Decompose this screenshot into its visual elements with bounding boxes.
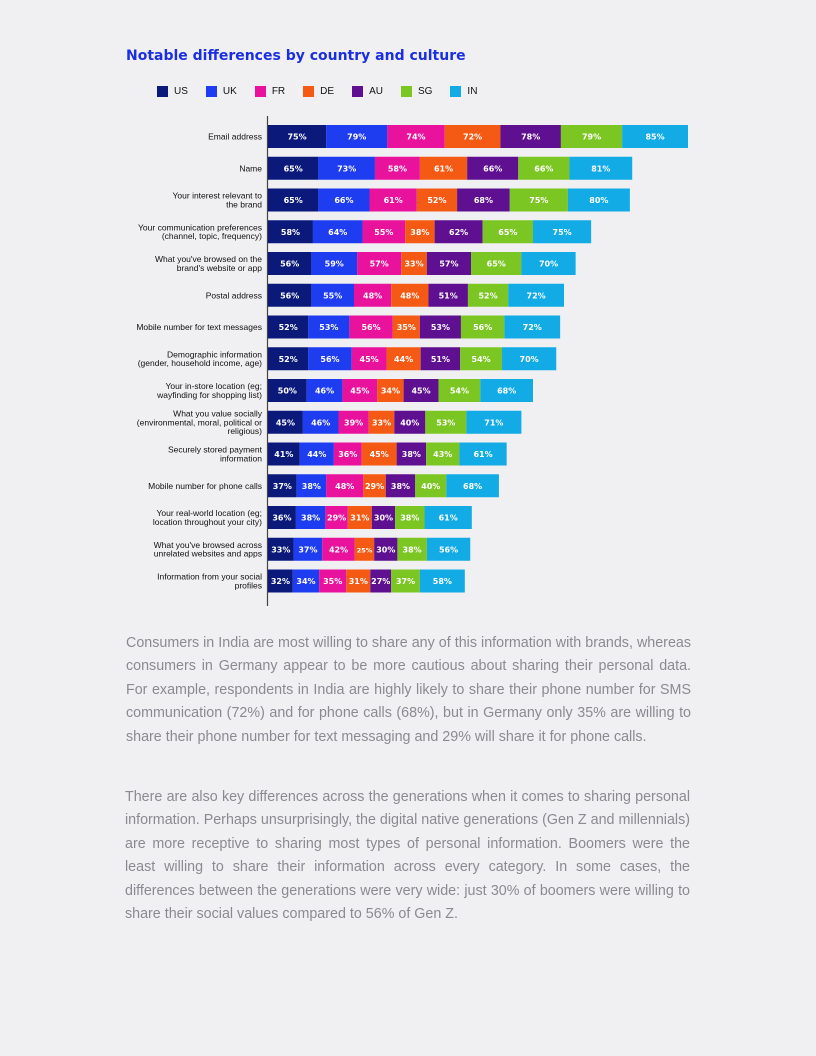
data-label: 53% bbox=[430, 323, 450, 332]
data-label: 38% bbox=[400, 513, 420, 523]
data-label: 55% bbox=[374, 227, 394, 237]
data-label: 57% bbox=[439, 259, 459, 269]
data-label: 42% bbox=[328, 545, 349, 555]
data-label: 36% bbox=[272, 513, 292, 523]
legend-label: FR bbox=[271, 86, 286, 97]
data-label: 62% bbox=[449, 227, 469, 237]
data-label: 53% bbox=[319, 323, 339, 332]
data-label: 48% bbox=[400, 291, 420, 301]
data-label: 52% bbox=[427, 196, 447, 205]
data-label: 43% bbox=[433, 450, 453, 459]
data-label: 85% bbox=[645, 132, 665, 142]
category-label: Mobile number for phone calls bbox=[148, 480, 262, 491]
data-label: 41% bbox=[274, 450, 294, 459]
data-label: 61% bbox=[383, 196, 403, 205]
data-label: 51% bbox=[438, 291, 458, 301]
data-label: 46% bbox=[314, 386, 335, 396]
data-label: 29% bbox=[327, 513, 347, 523]
data-label: 40% bbox=[421, 481, 441, 491]
data-label: 71% bbox=[484, 418, 504, 428]
category-label: Postal address bbox=[205, 290, 262, 301]
category-label: Your interest relevant to the brand bbox=[172, 190, 262, 210]
chart-title: Notable differences by country and culture bbox=[126, 48, 466, 64]
data-label: 37% bbox=[298, 545, 318, 555]
data-label: 68% bbox=[473, 196, 493, 205]
data-label: 65% bbox=[486, 259, 506, 269]
data-label: 73% bbox=[337, 164, 357, 174]
data-label: 37% bbox=[272, 481, 292, 491]
data-label: 45% bbox=[275, 418, 296, 428]
category-label: Name bbox=[239, 163, 262, 174]
data-label: 65% bbox=[498, 227, 518, 237]
data-label: 38% bbox=[401, 450, 421, 459]
data-label: 70% bbox=[519, 354, 539, 364]
data-label: 51% bbox=[430, 354, 450, 364]
data-label: 78% bbox=[521, 132, 541, 142]
data-label: 40% bbox=[400, 418, 420, 428]
data-label: 45% bbox=[359, 354, 379, 364]
data-label: 58% bbox=[387, 164, 407, 174]
category-label: Mobile number for text messages bbox=[136, 322, 262, 332]
data-label: 80% bbox=[589, 196, 609, 205]
data-label: 34% bbox=[296, 577, 316, 586]
data-label: 61% bbox=[433, 164, 454, 174]
data-label: 31% bbox=[350, 513, 370, 523]
data-label: 59% bbox=[324, 259, 344, 269]
data-label: 68% bbox=[497, 386, 517, 396]
legend-label: UK bbox=[222, 86, 237, 97]
category-label: Securely stored payment information bbox=[167, 444, 262, 464]
data-label: 39% bbox=[344, 418, 364, 428]
category-label: Your communication preferences (channel, topic, frequency) bbox=[138, 222, 262, 242]
legend-label: AU bbox=[369, 86, 383, 97]
category-label: Your real-world location (eg; location throughout your city) bbox=[152, 508, 262, 527]
data-label: 45% bbox=[369, 450, 389, 459]
data-label: 75% bbox=[529, 196, 549, 205]
category-label: What you've browsed on the brand's website or app bbox=[155, 254, 262, 273]
data-label: 34% bbox=[380, 386, 401, 396]
data-label: 33% bbox=[404, 259, 424, 269]
category-label: What you value socially (environmental, moral, political or religious) bbox=[136, 408, 262, 436]
category-label: What you've browsed across unrelated websites and apps bbox=[153, 539, 262, 559]
data-label: 79% bbox=[347, 132, 367, 142]
data-label: 65% bbox=[283, 164, 303, 174]
data-label: 31% bbox=[348, 577, 368, 586]
data-label: 70% bbox=[538, 259, 559, 269]
data-label: 56% bbox=[280, 259, 300, 269]
category-label: Demographic information (gender, household income, age) bbox=[137, 349, 262, 369]
data-label: 64% bbox=[328, 227, 348, 237]
data-label: 48% bbox=[363, 291, 383, 301]
data-label: 54% bbox=[471, 354, 491, 364]
legend-label: US bbox=[174, 86, 188, 97]
data-label: 27% bbox=[371, 577, 391, 586]
data-label: 72% bbox=[526, 291, 546, 301]
data-label: 52% bbox=[478, 291, 498, 301]
data-label: 52% bbox=[278, 323, 298, 332]
data-label: 56% bbox=[320, 354, 340, 364]
data-label: 56% bbox=[438, 545, 459, 555]
data-label: 50% bbox=[277, 386, 297, 396]
category-label: Information from your social profiles bbox=[157, 571, 262, 591]
data-label: 75% bbox=[287, 132, 307, 142]
category-label: Email address bbox=[208, 131, 262, 142]
data-label: 57% bbox=[369, 259, 389, 269]
data-label: 56% bbox=[280, 291, 300, 301]
data-label: 46% bbox=[311, 418, 331, 428]
data-label: 72% bbox=[522, 323, 542, 332]
data-label: 61% bbox=[473, 450, 493, 459]
data-label: 65% bbox=[283, 196, 303, 205]
data-label: 38% bbox=[410, 227, 430, 237]
data-label: 74% bbox=[406, 132, 426, 142]
data-label: 61% bbox=[438, 513, 458, 523]
data-label: 66% bbox=[534, 164, 554, 174]
data-label: 72% bbox=[463, 132, 483, 142]
legend-label: IN bbox=[467, 86, 478, 97]
body-paragraph-1: Consumers in India are most willing to share any of this information with brands, whereas consumers in Germany appear to be more cautious about sharing their personal data. For example, respondents in India are highly likely to share their phone number for SMS communication (72%) and for phone calls (68%), but in Germany only 35% are willing to share their phone number for text messaging and 29% will share it for phone calls. bbox=[126, 635, 691, 745]
data-label: 37% bbox=[395, 577, 416, 586]
data-label: 35% bbox=[323, 577, 343, 586]
data-label: 66% bbox=[483, 164, 503, 174]
data-label: 79% bbox=[581, 132, 602, 142]
data-label: 58% bbox=[280, 227, 301, 237]
data-label: 36% bbox=[338, 450, 358, 459]
data-label: 48% bbox=[335, 481, 355, 491]
data-label: 53% bbox=[436, 418, 456, 428]
data-label: 25% bbox=[356, 546, 373, 555]
data-label: 66% bbox=[334, 196, 354, 205]
data-label: 45% bbox=[411, 386, 431, 396]
body-paragraph-2: There are also key differences across the generations when it comes to sharing personal information. Perhaps unsurprisingly, the digital native generations (Gen Z and millennials) are more receptive to sharing most types of personal information. Boomers were the least willing to share their information across every category. In some cases, the differences between the generations were very wide: just 30% of boomers were willing to share their social values compared to 56% of Gen Z. bbox=[125, 789, 690, 923]
data-label: 38% bbox=[390, 481, 411, 491]
data-label: 30% bbox=[376, 545, 396, 555]
legend-label: SG bbox=[417, 86, 433, 97]
data-label: 81% bbox=[591, 164, 611, 174]
data-label: 55% bbox=[323, 291, 343, 301]
data-label: 56% bbox=[473, 323, 493, 332]
data-label: 38% bbox=[402, 545, 422, 555]
data-label: 54% bbox=[449, 386, 469, 396]
data-label: 30% bbox=[373, 513, 394, 523]
data-label: 38% bbox=[301, 481, 321, 491]
data-label: 56% bbox=[361, 323, 381, 332]
legend-label: DE bbox=[320, 86, 335, 97]
data-label: 29% bbox=[364, 481, 385, 491]
data-label: 58% bbox=[432, 577, 452, 586]
data-label: 44% bbox=[394, 354, 414, 364]
data-label: 33% bbox=[271, 545, 291, 555]
category-label: Your in-store location (eg; wayfinding for shopping list) bbox=[157, 381, 262, 400]
data-label: 38% bbox=[301, 513, 321, 523]
data-label: 35% bbox=[396, 323, 416, 332]
data-label: 44% bbox=[307, 450, 327, 459]
data-label: 32% bbox=[270, 577, 290, 586]
data-label: 33% bbox=[371, 418, 392, 428]
data-label: 52% bbox=[278, 354, 298, 364]
data-label: 68% bbox=[463, 481, 483, 491]
data-label: 75% bbox=[552, 227, 572, 237]
data-label: 45% bbox=[350, 386, 370, 396]
